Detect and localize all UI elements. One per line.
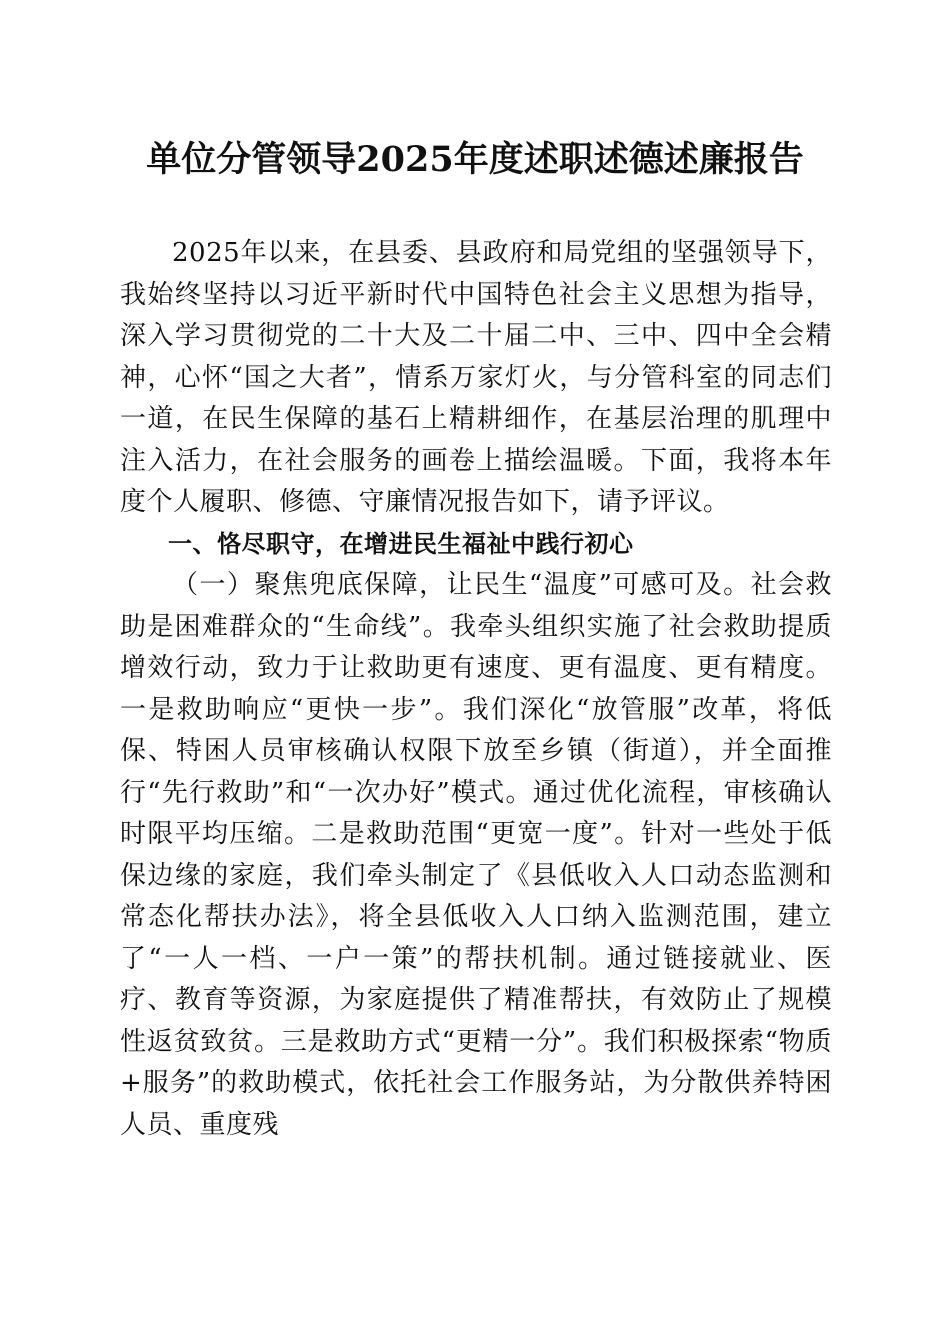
document-body (120, 233, 832, 1146)
document-title: 单位分管领导2025年度述职述德述廉报告 (146, 139, 804, 180)
section-heading: 一、恪尽职守，在增进民生福祉中践行初心 (168, 529, 634, 558)
intro-paragraph: 2025年以来，在县委、县政府和局党组的坚强领导下，我始终坚持以习近平新时代中国特色社会主义思想为指导，深入学习贯彻党的二十大及二十届二中、三中、四中全会精神，心怀“国之大者”，情系万家灯火，与分管科室的同志们一道，在民生保障的基石上精耕细作，在基层治理的肌理中注入活力，在社会服务的画卷上描绘温暖。下面，我将本年度个人履职、修德、守廉情况报告如下，请予评议。 (120, 238, 832, 517)
section-paragraph: （一）聚焦兜底保障，让民生“温度”可感可及。社会救助是困难群众的“生命线”。我牵头组织实施了社会救助提质增效行动，致力于让救助更有速度、更有温度、更有精度。一是救助响应“更快一步”。我们深化“放管服”改革，将低保、特困人员审核确认权限下放至乡镇（街道），并全面推行“先行救助”和“一次办好”模式。通过优化流程，审核确认时限平均压缩。二是救助范围“更宽一度”。针对一些处于低保边缘的家庭，我们牵头制定了《县低收入人口动态监测和常态化帮扶办法》，将全县低收入人口纳入监测范围，建立了“一人一档、一户一策”的帮扶机制。通过链接就业、医疗、教育等资源，为家庭提供了精准帮扶，有效防止了规模性返贫致贫。三是救助方式“更精一分”。我们积极探索“物质+服务”的救助模式，依托社会工作服务站，为分散供养特困人员、重度残 (120, 570, 832, 1140)
